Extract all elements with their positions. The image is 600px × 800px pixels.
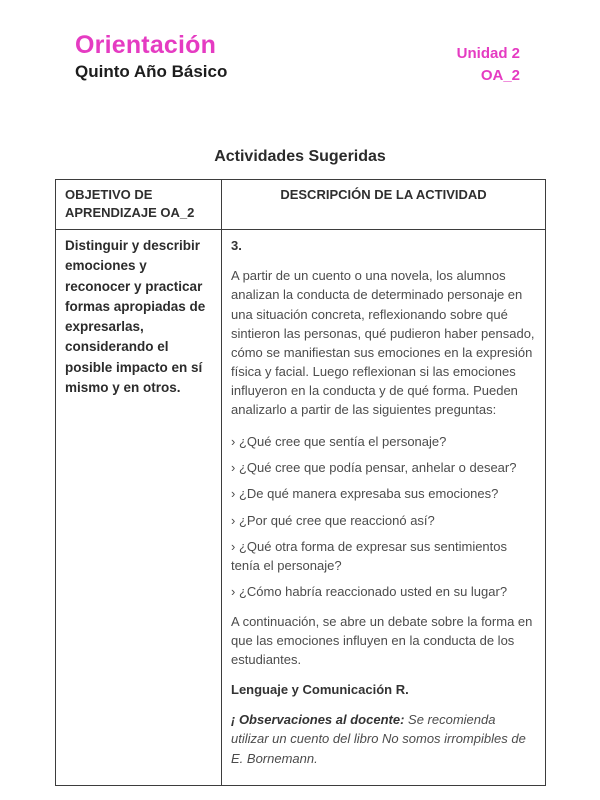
grade-subtitle: Quinto Año Básico	[75, 61, 228, 81]
page-header	[0, 0, 600, 87]
page-title: Actividades Sugeridas	[214, 147, 386, 165]
oa-label: OA_2	[480, 66, 520, 84]
activity-intro: A partir de un cuento o una novela, los alumnos analizan la conducta de determinado personaje en una situación concreta, reflexionando sobre qué sintieron las personas, qué pudieron haber pensado, cómo se manifiestan sus emociones en la expresión física y facial. Luego reflexionan si las emociones influyeron en la conducta y de qué forma. Pueden analizarlo a partir de las siguientes preguntas:	[231, 268, 535, 418]
question-item: › ¿Qué otra forma de expresar sus sentimientos tenía el personaje?	[231, 538, 508, 573]
description-column-header: DESCRIPCIÓN DE LA ACTIVIDAD	[222, 179, 546, 230]
objective-cell: Distinguir y describir emociones y reconocer y practicar formas apropiadas de expresarlas, considerando el posible impacto en sí mismo y en otros.	[56, 230, 222, 786]
activity-number: 3.	[231, 238, 242, 254]
question-item: › ¿Qué cree que podía pensar, anhelar o desear?	[231, 460, 517, 476]
table-body-row	[56, 230, 546, 786]
activity-closing: A continuación, se abre un debate sobre la forma en que las emociones influyen en la conducta de los estudiantes.	[231, 613, 533, 668]
question-item: › ¿Por qué cree que reaccionó así?	[231, 512, 435, 528]
activity-cell	[222, 230, 546, 786]
activities-table	[55, 179, 546, 786]
header-right	[457, 31, 520, 87]
teacher-note	[231, 710, 536, 767]
teacher-note-label: ¡ Observaciones al docente:	[231, 712, 405, 728]
question-item: › ¿Qué cree que sentía el personaje?	[231, 434, 447, 450]
subject-reference: Lenguaje y Comunicación R.	[231, 682, 409, 698]
unit-label: Unidad 2	[456, 45, 520, 62]
objective-column-header: OBJETIVO DE APRENDIZAJE OA_2	[56, 179, 222, 230]
teacher-note-text: Se recomienda utilizar un cuento del libro No somos irrompibles de E. Bornemann.	[231, 712, 526, 766]
table-header-row	[56, 179, 546, 230]
subject-title: Orientación	[75, 31, 217, 59]
question-list	[231, 432, 536, 601]
question-item: › ¿De qué manera expresaba sus emociones?	[231, 486, 499, 502]
question-item: › ¿Cómo habría reaccionado usted en su lugar?	[231, 583, 508, 599]
header-left	[75, 31, 227, 82]
